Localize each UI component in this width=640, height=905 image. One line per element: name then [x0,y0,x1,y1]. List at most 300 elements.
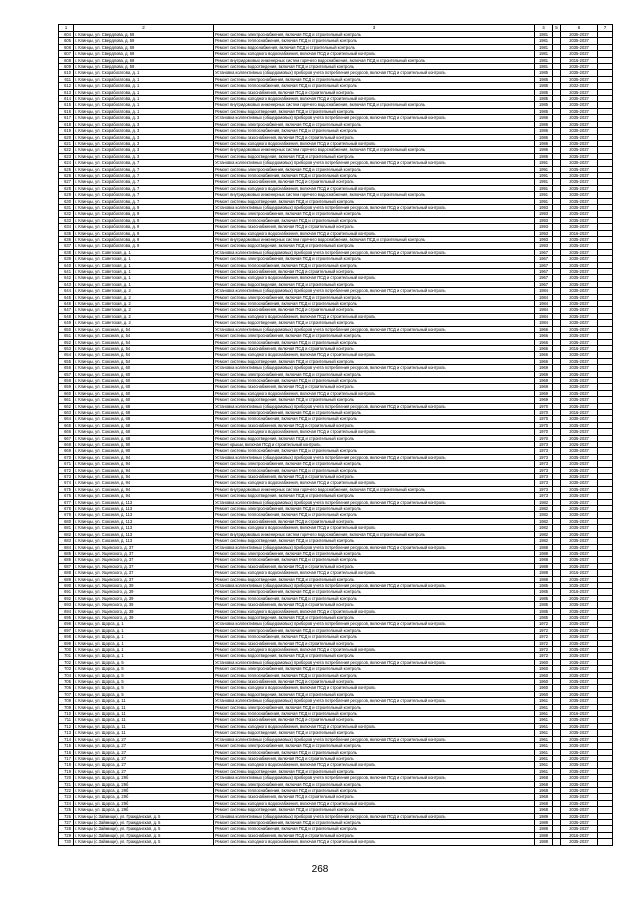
cell-period: 2032-2037 [561,83,598,89]
cell-row-number: 644 [59,288,74,294]
cell-work-type: Установка коллективных (общедомовых) приборов учета потребления ресурсов, включая ПСД и строительный контроль [214,454,535,460]
cell-work-type: Ремонт системы теплоснабжения, включая ПСД и строительный контроль [214,512,535,518]
cell-address: г. Клинцы, ул. Союзная, д. 68 [74,409,214,415]
cell-period: 2035-2037 [561,800,598,806]
cell-build-year: 1961 [535,749,553,755]
cell-row-number: 636 [59,237,74,243]
cell-period: 2035-2037 [561,301,598,307]
cell-work-type: Ремонт системы теплоснабжения, включая ПСД и строительный контроль [214,448,535,454]
cell-period: 2035-2037 [561,153,598,159]
cell-work-type: Ремонт внутридомовых инженерных систем горячего водоснабжения, включая ПСД и строительный контроль [214,102,535,108]
cell-address: г. Клинцы, ул. Советская, д. 1 [74,275,214,281]
cell-build-year: 1973 [535,454,553,460]
cell-build-year: 1985 [535,108,553,114]
cell-row-number: 706 [59,685,74,691]
cell-work-type: Ремонт системы газоснабжения, включая ПСД и строительный контроль [214,89,535,95]
cell-period: 2035-2037 [561,461,598,467]
cell-row-number: 624 [59,160,74,166]
table-body [59,32,613,846]
cell-address: г. Клинцы, ул. Свердлова, д. 59 [74,57,214,63]
cell-address: г. Клинцы, ул. Щорса, д. 11 [74,704,214,710]
cell-work-type: Ремонт системы водоотведения, включая ПСД и строительный контроль [214,576,535,582]
cell-row-number: 628 [59,185,74,191]
cell-build-year: 1961 [535,755,553,761]
cell-row-number: 670 [59,454,74,460]
cell-period: 2016-2037 [561,345,598,351]
cell-work-type: Установка коллективных (общедомовых) приборов учета потребления ресурсов, включая ПСД и строительный контроль [214,659,535,665]
cell-period: 2035-2037 [561,211,598,217]
cell-work-type: Ремонт внутридомовых инженерных систем горячего водоснабжения, включая ПСД и строительный контроль [214,486,535,492]
cell-row-number: 722 [59,787,74,793]
cell-row-number: 639 [59,256,74,262]
cell-period: 2035-2037 [561,749,598,755]
cell-period: 2035-2037 [561,339,598,345]
cell-build-year: 1966 [535,352,553,358]
cell-work-type: Ремонт системы водоотведения, включая ПСД и строительный контроль [214,281,535,287]
cell-build-year: 1960 [535,691,553,697]
cell-work-type: Ремонт системы электроснабжения, включая ПСД и строительный контроль [214,256,535,262]
cell-address: г. Клинцы, ул. Союзная, д. 68 [74,429,214,435]
cell-work-type: Ремонт системы холодного водоснабжения, включая ПСД и строительный контроль [214,525,535,531]
cell-period: 2035-2037 [561,499,598,505]
cell-build-year: 1970 [535,403,553,409]
cell-work-type: Ремонт системы холодного водоснабжения, включая ПСД и строительный контроль [214,352,535,358]
cell-address: г. Клинцы, ул. Скорабогатова, д. 1 [74,76,214,82]
cell-work-type: Ремонт системы холодного водоснабжения, включая ПСД и строительный контроль [214,685,535,691]
cell-period: 2035-2037 [561,640,598,646]
cell-period: 2035-2037 [561,518,598,524]
cell-address: г. Клинцы, ул. Щорса, д. 1 [74,640,214,646]
cell-address: г. Клинцы, ул. Ущинского, д. 39 [74,608,214,614]
cell-period: 2035-2037 [561,538,598,544]
cell-work-type: Ремонт системы электроснабжения, включая ПСД и строительный контроль [214,211,535,217]
cell-row-number: 677 [59,499,74,505]
cell-period: 2035-2037 [561,429,598,435]
cell-build-year: 1973 [535,467,553,473]
cell-build-year: 1960 [535,685,553,691]
cell-work-type: Ремонт системы электроснабжения, включая ПСД и строительный контроль [214,461,535,467]
cell-row-number: 652 [59,339,74,345]
cell-build-year: 1960 [535,659,553,665]
cell-build-year: 1969 [535,390,553,396]
cell-work-type: Ремонт системы теплоснабжения, включая ПСД и строительный контроль [214,634,535,640]
cell-address: г. Клинцы, ул. Скорабогатова, д. 7 [74,198,214,204]
cell-row-number: 701 [59,653,74,659]
cell-row-number: 611 [59,76,74,82]
cell-work-type: Ремонт системы теплоснабжения, включая ПСД и строительный контроль [214,262,535,268]
cell-build-year: 1989 [535,826,553,832]
cell-row-number: 663 [59,409,74,415]
cell-build-year: 1982 [535,518,553,524]
cell-address: г. Клинцы, ул. Союзная, д. 54 [74,333,214,339]
column-header-1: 1 [59,25,74,32]
cell-period: 2035-2037 [561,198,598,204]
cell-period: 2035-2037 [561,602,598,608]
cell-work-type: Ремонт системы водоотведения, включая ПСД и строительный контроль [214,538,535,544]
cell-address: г. Клинцы, ул. Щорса, д. 1 [74,647,214,653]
cell-row-number: 641 [59,269,74,275]
cell-work-type: Ремонт системы газоснабжения, включая ПСД и строительный контроль [214,422,535,428]
cell-period: 2016-2037 [561,589,598,595]
cell-row-number: 730 [59,839,74,845]
cell-build-year: 1973 [535,480,553,486]
cell-period: 2035-2037 [561,160,598,166]
cell-row-number: 633 [59,217,74,223]
cell-address: г. Клинцы, ул. Скорабогатова, д. 3 [74,147,214,153]
cell-row-number: 651 [59,333,74,339]
cell-address: г. Клинцы, ул. Союзная, д. 60 [74,365,214,371]
cell-work-type: Установка коллективных (общедомовых) приборов учета потребления ресурсов, включая ПСД и строительный контроль [214,499,535,505]
cell-address: г. Клинцы, ул. Союзная, д. 60 [74,371,214,377]
cell-address: г. Клинцы, ул. Союзная, д. 113 [74,525,214,531]
cell-row-number: 650 [59,326,74,332]
cell-period: 2035-2037 [561,32,598,38]
cell-address: г. Клинцы, ул. Союзная, д. 60 [74,377,214,383]
cell-work-type: Установка коллективных (общедомовых) приборов учета потребления ресурсов, включая ПСД и строительный контроль [214,736,535,742]
cell-address: г. Клинцы, ул. Союзная, д. 113 [74,512,214,518]
cell-row-number: 694 [59,608,74,614]
cell-address: г. Клинцы, ул. Щорса, д. 5 [74,685,214,691]
cell-work-type: Ремонт системы холодного водоснабжения, включая ПСД и строительный контроль [214,140,535,146]
cell-row-number: 713 [59,730,74,736]
cell-address: г. Клинцы, ул. Щорса, д. 5 [74,672,214,678]
cell-period: 2035-2037 [561,672,598,678]
cell-build-year: 1961 [535,736,553,742]
cell-row-number: 675 [59,486,74,492]
cell-period: 2035-2037 [561,685,598,691]
cell-period: 2035-2037 [561,147,598,153]
cell-build-year: 1986 [535,147,553,153]
cell-address: г. Клинцы, ул. Скорабогатова, д. 9 [74,217,214,223]
cell-row-number: 728 [59,826,74,832]
cell-address: г. Клинцы, ул. Скорабогатова, д. 3 [74,134,214,140]
cell-period: 2035-2037 [561,819,598,825]
cell-period: 2035-2037 [561,288,598,294]
cell-row-number: 705 [59,679,74,685]
cell-build-year: 1972 [535,634,553,640]
cell-row-number: 656 [59,365,74,371]
cell-work-type: Ремонт системы холодного водоснабжения, включая ПСД и строительный контроль [214,570,535,576]
cell-build-year: 1973 [535,448,553,454]
cell-build-year: 1993 [535,204,553,210]
cell-work-type: Ремонт системы электроснабжения, включая ПСД и строительный контроль [214,32,535,38]
cell-build-year: 1968 [535,807,553,813]
cell-row-number: 666 [59,429,74,435]
cell-work-type: Установка коллективных (общедомовых) приборов учета потребления ресурсов, включая ПСД и строительный контроль [214,775,535,781]
cell-row-number: 708 [59,698,74,704]
cell-work-type: Установка коллективных (общедомовых) приборов учета потребления ресурсов, включая ПСД и строительный контроль [214,326,535,332]
cell-address: г. Клинцы, ул. Союзная, д. 54 [74,358,214,364]
cell-period: 2035-2037 [561,179,598,185]
cell-row-number: 661 [59,397,74,403]
cell-row-number: 685 [59,550,74,556]
cell-build-year: 1993 [535,224,553,230]
cell-address: г. Клинцы, ул. Скорабогатова, д. 1 [74,102,214,108]
cell-build-year: 1968 [535,800,553,806]
cell-row-number: 680 [59,518,74,524]
cell-address: г. Клинцы, ул. Скорабогатова, д. 1 [74,70,214,76]
cell-build-year: 1981 [535,64,553,70]
cell-build-year: 1986 [535,115,553,121]
cell-work-type: Ремонт системы электроснабжения, включая ПСД и строительный контроль [214,704,535,710]
cell-row-number: 655 [59,358,74,364]
cell-period: 2035-2037 [561,768,598,774]
cell-address: г. Клинцы, ул. Щорса, д. 11 [74,698,214,704]
cell-address: г. Клинцы, ул. Щорса, д. 5 [74,659,214,665]
cell-work-type: Ремонт системы электроснабжения, включая ПСД и строительный контроль [214,166,535,172]
cell-work-type: Ремонт системы водоотведения, включая ПСД и строительный контроль [214,358,535,364]
cell-address: г. Клинцы, ул. Скорабогатова, д. 1 [74,89,214,95]
cell-period: 2035-2037 [561,134,598,140]
cell-row-number: 612 [59,83,74,89]
cell-row-number: 648 [59,313,74,319]
cell-work-type: Ремонт системы холодного водоснабжения, включая ПСД и строительный контроль [214,800,535,806]
cell-work-type: Ремонт системы теплоснабжения, включая ПСД и строительный контроль [214,83,535,89]
cell-build-year: 1961 [535,768,553,774]
column-header-2: 2 [74,25,214,32]
cell-work-type: Ремонт системы газоснабжения, включая ПСД и строительный контроль [214,224,535,230]
cell-row-number: 619 [59,128,74,134]
cell-period: 2035-2037 [561,333,598,339]
cell-build-year: 1993 [535,217,553,223]
cell-build-year: 1986 [535,128,553,134]
cell-build-year: 1985 [535,83,553,89]
cell-address: г. Клинцы, ул. Союзная, д. 54 [74,345,214,351]
cell-address: г. Клинцы, ул. Союзная, д. 68 [74,416,214,422]
cell-address: г. Клинцы, ул. Щорса, д. 1 [74,627,214,633]
cell-row-number: 645 [59,294,74,300]
cell-build-year: 1984 [535,313,553,319]
cell-address: г. Клинцы, ул. Союзная, д. 113 [74,499,214,505]
cell-row-number: 692 [59,595,74,601]
cell-row-number: 609 [59,64,74,70]
cell-build-year: 1972 [535,653,553,659]
cell-build-year: 1982 [535,512,553,518]
cell-build-year: 1967 [535,262,553,268]
cell-period: 2035-2037 [561,422,598,428]
cell-build-year: 1984 [535,294,553,300]
cell-build-year: 1991 [535,172,553,178]
cell-build-year: 1969 [535,371,553,377]
cell-work-type: Установка коллективных (общедомовых) приборов учета потребления ресурсов, включая ПСД и строительный контроль [214,698,535,704]
cell-build-year: 1988 [535,544,553,550]
cell-build-year: 1972 [535,621,553,627]
cell-work-type: Ремонт системы теплоснабжения, включая ПСД и строительный контроль [214,339,535,345]
cell-row-number: 678 [59,506,74,512]
cell-build-year: 1966 [535,345,553,351]
cell-row-number: 723 [59,794,74,800]
cell-row-number: 662 [59,403,74,409]
cell-period: 2035-2037 [561,557,598,563]
cell-build-year: 1984 [535,301,553,307]
cell-period: 2035-2037 [561,371,598,377]
cell-work-type: Ремонт системы электроснабжения, включая ПСД и строительный контроль [214,333,535,339]
cell-address: г. Клинцы, ул. Советская, д. 1 [74,256,214,262]
cell-work-type: Установка коллективных (общедомовых) приборов учета потребления ресурсов, включая ПСД и строительный контроль [214,403,535,409]
cell-build-year: 1973 [535,493,553,499]
cell-row-number: 658 [59,377,74,383]
cell-build-year: 1961 [535,723,553,729]
cell-row-number: 616 [59,108,74,114]
cell-row-number: 679 [59,512,74,518]
cell-build-year: 1991 [535,179,553,185]
cell-work-type: Ремонт системы теплоснабжения, включая ПСД и строительный контроль [214,557,535,563]
cell-period: 2035-2037 [561,467,598,473]
cell-address: г. Клинцы (с Займище), ул. Гражданская, д. 5 [74,819,214,825]
cell-address: г. Клинцы, ул. Щорса, д. 29б [74,807,214,813]
cell-work-type: Ремонт системы холодного водоснабжения, включая ПСД и строительный контроль [214,608,535,614]
cell-period: 2035-2037 [561,659,598,665]
cell-address: г. Клинцы, ул. Скорабогатова, д. 1 [74,83,214,89]
cell-period: 2035-2037 [561,294,598,300]
cell-work-type: Ремонт системы газоснабжения, включая ПСД и строительный контроль [214,794,535,800]
cell-work-type: Ремонт системы электроснабжения, включая ПСД и строительный контроль [214,819,535,825]
cell-build-year: 1972 [535,647,553,653]
cell-address: г. Клинцы, ул. Союзная, д. 54 [74,326,214,332]
cell-build-year: 1981 [535,32,553,38]
cell-period: 2035-2037 [561,128,598,134]
cell-period: 2035-2037 [561,365,598,371]
cell-row-number: 699 [59,640,74,646]
cell-row-number: 610 [59,70,74,76]
cell-work-type: Ремонт системы водоотведения, включая ПСД и строительный контроль [214,807,535,813]
cell-address: г. Клинцы, ул. Союзная, д. 54 [74,339,214,345]
cell-build-year: 1960 [535,679,553,685]
cell-period: 2035-2037 [561,794,598,800]
cell-build-year: 1993 [535,237,553,243]
cell-period: 2035-2037 [561,679,598,685]
cell-work-type: Ремонт системы электроснабжения, включая ПСД и строительный контроль [214,371,535,377]
cell-period: 2035-2037 [561,397,598,403]
cell-period: 2035-2037 [561,76,598,82]
cell-period: 2035-2037 [561,121,598,127]
cell-work-type: Ремонт системы водоотведения, включая ПСД и строительный контроль [214,153,535,159]
cell-address: г. Клинцы, ул. Скорабогатова, д. 9 [74,204,214,210]
cell-address: г. Клинцы, ул. Щорса, д. 29б [74,794,214,800]
cell-row-number: 631 [59,204,74,210]
cell-build-year: 1988 [535,576,553,582]
cell-build-year: 1985 [535,76,553,82]
cell-work-type: Установка коллективных (общедомовых) приборов учета потребления ресурсов, включая ПСД и строительный контроль [214,249,535,255]
cell-address: г. Клинцы, ул. Щорса, д. 27 [74,736,214,742]
cell-address: г. Клинцы (с Займище), ул. Гражданская, д. 5 [74,826,214,832]
cell-address: г. Клинцы, ул. Скорабогатова, д. 7 [74,179,214,185]
cell-period: 2035-2037 [561,576,598,582]
cell-work-type: Ремонт крыши, включая ПСД и строительный контроль [214,442,535,448]
header-row [59,25,613,32]
cell-row-number: 617 [59,115,74,121]
cell-row-number: 686 [59,557,74,563]
cell-build-year: 1960 [535,672,553,678]
cell-row-number: 649 [59,320,74,326]
cell-address: г. Клинцы, ул. Советская, д. 2 [74,301,214,307]
cell-address: г. Клинцы, ул. Союзная, д. 60 [74,384,214,390]
cell-build-year: 1985 [535,70,553,76]
cell-period: 2035-2037 [561,102,598,108]
cell-row-number: 684 [59,544,74,550]
cell-row-number: 710 [59,711,74,717]
cell-period: 2035-2037 [561,730,598,736]
cell-address: г. Клинцы, ул. Союзная, д. 54 [74,352,214,358]
cell-work-type: Ремонт системы газоснабжения, включая ПСД и строительный контроль [214,518,535,524]
cell-period: 2035-2037 [561,51,598,57]
cell-build-year: 1988 [535,550,553,556]
cell-row-number: 726 [59,813,74,819]
cell-address: г. Клинцы, ул. Скорабогатова, д. 1 [74,108,214,114]
cell-period: 2035-2037 [561,454,598,460]
cell-work-type: Ремонт системы газоснабжения, включая ПСД и строительный контроль [214,563,535,569]
cell-build-year: 1985 [535,589,553,595]
cell-row-number: 657 [59,371,74,377]
cell-work-type: Установка коллективных (общедомовых) приборов учета потребления ресурсов, включая ПСД и строительный контроль [214,582,535,588]
cell-work-type: Ремонт системы электроснабжения, включая ПСД и строительный контроль [214,743,535,749]
cell-work-type: Ремонт системы теплоснабжения, включая ПСД и строительный контроль [214,217,535,223]
cell-work-type: Ремонт системы холодного водоснабжения, включая ПСД и строительный контроль [214,96,535,102]
cell-build-year: 1985 [535,602,553,608]
cell-work-type: Ремонт системы теплоснабжения, включая ПСД и строительный контроль [214,301,535,307]
cell-work-type: Установка коллективных (общедомовых) приборов учета потребления ресурсов, включая ПСД и строительный контроль [214,621,535,627]
cell-build-year: 1968 [535,794,553,800]
cell-period: 2035-2037 [561,262,598,268]
cell-address: г. Клинцы, ул. Щорса, д. 5 [74,666,214,672]
cell-build-year: 1981 [535,51,553,57]
cell-address: г. Клинцы, ул. Союзная, д. 94 [74,480,214,486]
cell-work-type: Ремонт системы теплоснабжения, включая ПСД и строительный контроль [214,38,535,44]
cell-address: г. Клинцы, ул. Союзная, д. 94 [74,467,214,473]
cell-row-number: 653 [59,345,74,351]
cell-work-type: Ремонт системы электроснабжения, включая ПСД и строительный контроль [214,550,535,556]
cell-work-type: Ремонт системы водоотведения, включая ПСД и строительный контроль [214,653,535,659]
cell-row-number: 714 [59,736,74,742]
cell-row-number: 659 [59,384,74,390]
cell-period: 2016-2037 [561,409,598,415]
cell-build-year: 1982 [535,531,553,537]
cell-build-year: 1991 [535,198,553,204]
cell-period: 2035-2037 [561,204,598,210]
cell-work-type: Ремонт системы холодного водоснабжения, включая ПСД и строительный контроль [214,230,535,236]
cell-work-type: Ремонт системы холодного водоснабжения, включая ПСД и строительный контроль [214,313,535,319]
cell-address: г. Клинцы, ул. Ущинского, д. 39 [74,614,214,620]
cell-build-year: 1985 [535,96,553,102]
cell-build-year: 1968 [535,787,553,793]
cell-address: г. Клинцы (с Займище), ул. Гражданская, д. 5 [74,839,214,845]
cell-row-number: 709 [59,704,74,710]
cell-address: г. Клинцы, ул. Скорабогатова, д. 3 [74,121,214,127]
cell-address: г. Клинцы, ул. Ущинского, д. 37 [74,550,214,556]
cell-build-year: 1961 [535,704,553,710]
cell-work-type: Установка коллективных (общедомовых) приборов учета потребления ресурсов, включая ПСД и строительный контроль [214,70,535,76]
cell-build-year: 1970 [535,429,553,435]
cell-build-year: 1973 [535,461,553,467]
cell-period: 2035-2037 [561,525,598,531]
cell-row-number: 607 [59,51,74,57]
cell-period: 2035-2037 [561,307,598,313]
cell-period: 2035-2037 [561,416,598,422]
cell-work-type: Ремонт внутридомовых инженерных систем горячего водоснабжения, включая ПСД и строительный контроль [214,192,535,198]
cell-period: 2035-2037 [561,653,598,659]
cell-row-number: 665 [59,422,74,428]
page-number: 268 [311,864,329,875]
column-header-4: 4 [535,25,553,32]
cell-build-year: 1969 [535,397,553,403]
cell-period: 2035-2037 [561,89,598,95]
table-row [59,839,613,845]
cell-row-number: 622 [59,147,74,153]
cell-row-number: 642 [59,275,74,281]
cell-work-type: Ремонт системы холодного водоснабжения, включая ПСД и строительный контроль [214,429,535,435]
cell-period: 2035-2037 [561,217,598,223]
cell-period: 2035-2037 [561,384,598,390]
